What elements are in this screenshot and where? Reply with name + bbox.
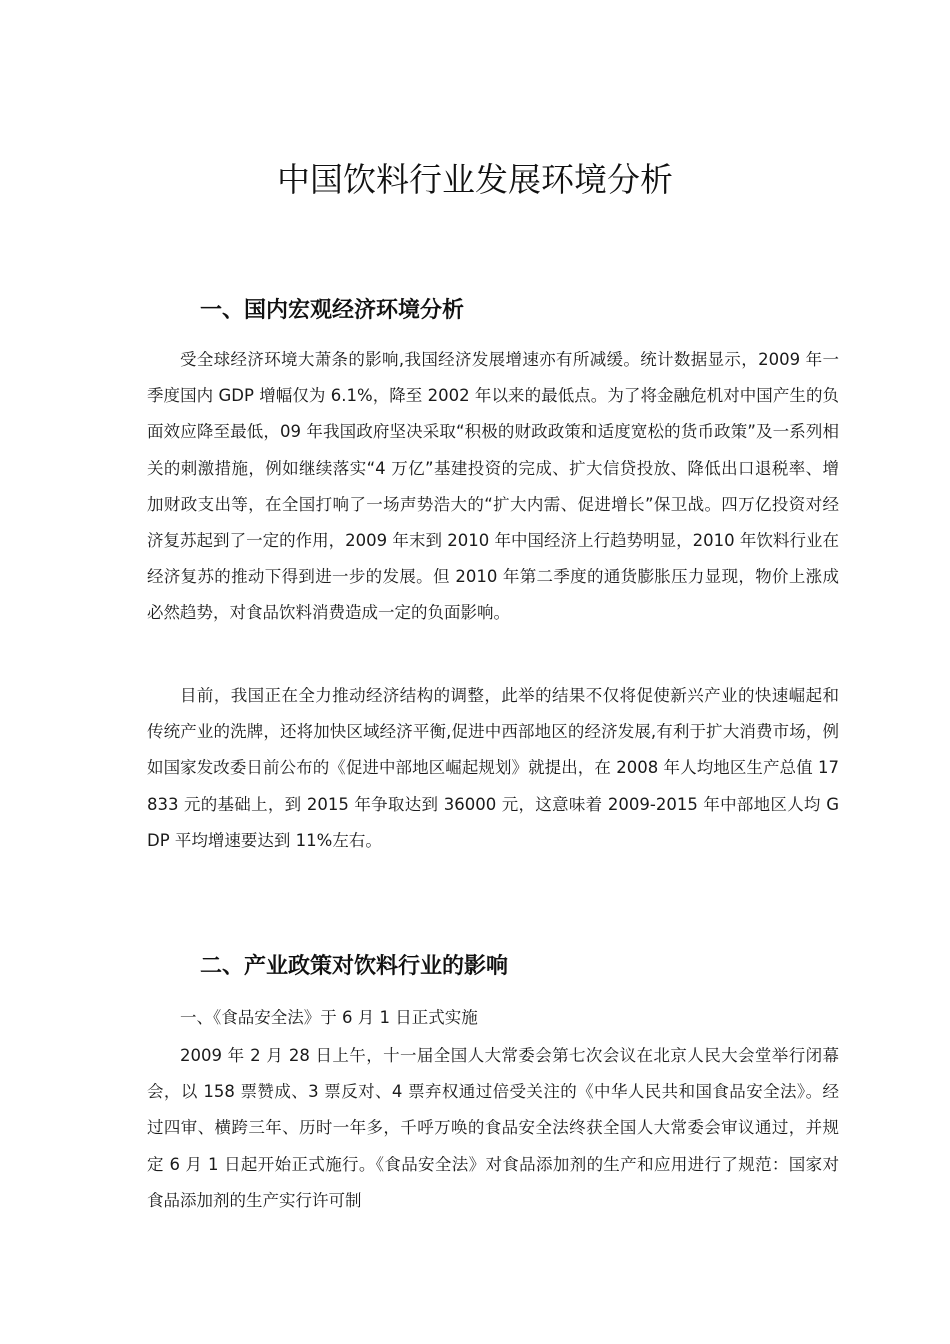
paragraph-macro-economy-1: 受全球经济环境大萧条的影响,我国经济发展增速亦有所减缓。统计数据显示，2009 年一季度国内 GDP 增幅仅为 6.1%，降至 2002 年以来的最低点。为了将金融危机对中国产生的负面效应降至最低，09 年我国政府坚决采取“积极的财政政策和适度宽松的货币政策”及一系列相关的刺激措施，例如继续落实“4 万亿”基建投资的完成、扩大信贷投放、降低出口退税率、增加财政支出等，在全国打响了一场声势浩大的“扩大内需、促进增长”保卫战。四万亿投资对经济复苏起到了一定的作用，2009 年末到 2010 年中国经济上行趋势明显，2010 年饮料行业在经济复苏的推动下得到进一步的发展。但 2010 年第二季度的通货膨胀压力显现，物价上涨成必然趋势，对食品饮料消费造成一定的负面影响。 <box>147 350 839 623</box>
section-heading-macro-economy: 一、国内宏观经济环境分析 <box>200 298 465 323</box>
subheading-food-safety-law: 一、《食品安全法》于 6 月 1 日正式实施 <box>180 1008 478 1027</box>
document-title: 中国饮料行业发展环境分析 <box>277 160 673 199</box>
paragraph-macro-economy-2: 目前，我国正在全力推动经济结构的调整，此举的结果不仅将促使新兴产业的快速崛起和传统产业的洗牌，还将加快区域经济平衡,促进中西部地区的经济发展,有利于扩大消费市场，例如国家发改委日前公布的《促进中部地区崛起规划》就提出，在 2008 年人均地区生产总值 17833 元的基础上，到 2015 年争取达到 36000 元，这意味着 2009-2015 年中部地区人均 GDP 平均增速要达到 11%左右。 <box>147 686 839 850</box>
section-heading-industry-policy: 二、产业政策对饮料行业的影响 <box>200 954 509 979</box>
paragraph-food-safety-law: 2009 年 2 月 28 日上午，十一届全国人大常委会第七次会议在北京人民大会堂举行闭幕会，以 158 票赞成、3 票反对、4 票弃权通过倍受关注的《中华人民共和国食品安全法》。经过四审、横跨三年、历时一年多，千呼万唤的食品安全法终获全国人大常委会审议通过，并规定 6 月 1 日起开始正式施行。《食品安全法》对食品添加剂的生产和应用进行了规范：国家对食品添加剂的生产实行许可制 <box>147 1046 839 1210</box>
